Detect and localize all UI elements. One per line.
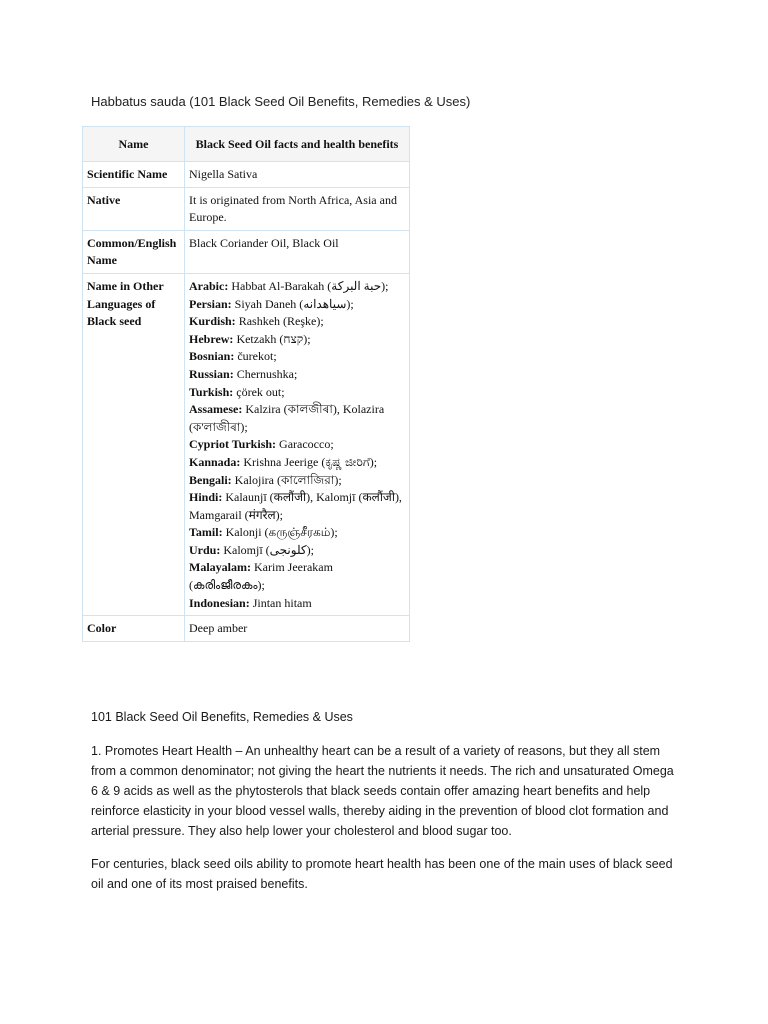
row-label: Name in Other Languages of Black seed bbox=[83, 273, 185, 615]
language-name: çörek out; bbox=[236, 384, 285, 399]
language-entry bbox=[189, 348, 405, 366]
table-row bbox=[83, 162, 410, 188]
language-entry bbox=[189, 313, 405, 331]
language-label: Russian: bbox=[189, 366, 234, 381]
language-label: Cypriot Turkish: bbox=[189, 437, 277, 452]
language-label: Arabic: bbox=[189, 278, 229, 293]
language-label: Hindi: bbox=[189, 490, 223, 505]
header-value: Black Seed Oil facts and health benefits bbox=[185, 127, 410, 162]
section-title: 101 Black Seed Oil Benefits, Remedies & Uses bbox=[91, 710, 353, 724]
paragraph: 1. Promotes Heart Health – An unhealthy heart can be a result of a variety of reasons, but they all stem from a common denominator; not giving the heart the nutrients it needs. The rich and unsaturated Omega 6 & 9 acids as well as the phytosterols that black seeds contain offer amazing heart benefits and help reinforce elasticity in your blood vessel walls, thereby aiding in the prevention of blood clot formation and arterial pressure. They also help lower your cholesterol and blood sugar too. bbox=[91, 744, 674, 838]
row-label: Color bbox=[83, 616, 185, 642]
language-entry bbox=[189, 542, 405, 560]
language-entry bbox=[189, 366, 405, 384]
paragraph: For centuries, black seed oils ability to promote heart health has been one of the main uses of black seed oil and one of its most praised benefits. bbox=[91, 857, 673, 891]
language-name: Kalaunjī (कलौंजी), Kalomjī (कलौंजी), Mamgarail (मंगरैल); bbox=[189, 490, 402, 522]
language-entry bbox=[189, 559, 405, 594]
row-value: Black Coriander Oil, Black Oil bbox=[185, 230, 410, 273]
language-label: Turkish: bbox=[189, 384, 234, 399]
row-value: Nigella Sativa bbox=[185, 162, 410, 188]
row-value: It is originated from North Africa, Asia and Europe. bbox=[185, 187, 410, 230]
language-name: Karim Jeerakam (കരിംജീരകം); bbox=[189, 560, 333, 593]
row-label: Native bbox=[83, 187, 185, 230]
language-label: Tamil: bbox=[189, 525, 223, 540]
language-name: Kalonji (கருஞ்சீரகம்); bbox=[225, 525, 338, 540]
language-name: Kalzira (কালজীৰা), Kolazira (ক'লাজীৰা); bbox=[189, 402, 385, 434]
language-name: Siyah Daneh (سیاهدانه); bbox=[234, 296, 354, 311]
language-name: Ketzakh (קצח); bbox=[236, 331, 311, 346]
language-label: Persian: bbox=[189, 296, 232, 311]
language-name: Kalomjī (کلونجی); bbox=[223, 542, 314, 557]
language-label: Indonesian: bbox=[189, 595, 250, 610]
table-row bbox=[83, 273, 410, 615]
language-entry bbox=[189, 278, 405, 296]
languages-cell bbox=[185, 273, 410, 615]
language-label: Hebrew: bbox=[189, 331, 234, 346]
language-name: čurekot; bbox=[237, 349, 277, 364]
language-name: Krishna Jeerige (ಕೃಷ್ಣ ಜೀರಿಗೆ); bbox=[243, 454, 378, 469]
language-entry bbox=[189, 401, 405, 436]
language-entry bbox=[189, 472, 405, 490]
language-entry bbox=[189, 436, 405, 454]
row-value: Deep amber bbox=[185, 616, 410, 642]
language-name: Habbat Al-Barakah (حبة البركة); bbox=[231, 278, 389, 293]
language-label: Kurdish: bbox=[189, 314, 236, 329]
table-header-row bbox=[83, 127, 410, 162]
table-row bbox=[83, 616, 410, 642]
row-label: Scientific Name bbox=[83, 162, 185, 188]
language-label: Malayalam: bbox=[189, 560, 251, 575]
facts-table bbox=[82, 126, 410, 642]
language-name: Rashkeh (Reşke); bbox=[238, 314, 324, 329]
row-label: Common/English Name bbox=[83, 230, 185, 273]
table-row bbox=[83, 187, 410, 230]
language-name: Jintan hitam bbox=[252, 595, 312, 610]
language-label: Bengali: bbox=[189, 472, 232, 487]
language-entry bbox=[189, 489, 405, 524]
language-label: Bosnian: bbox=[189, 349, 235, 364]
language-label: Urdu: bbox=[189, 542, 221, 557]
language-label: Assamese: bbox=[189, 402, 243, 417]
language-entry bbox=[189, 454, 405, 472]
language-name: Kalojira (কালোজিরা); bbox=[234, 472, 342, 487]
language-entry bbox=[189, 296, 405, 314]
language-name: Garacocco; bbox=[279, 437, 334, 452]
language-label: Kannada: bbox=[189, 454, 241, 469]
language-entry bbox=[189, 595, 405, 613]
table-row bbox=[83, 230, 410, 273]
header-name: Name bbox=[83, 127, 185, 162]
document-title: Habbatus sauda (101 Black Seed Oil Benefits, Remedies & Uses) bbox=[91, 94, 471, 109]
language-name: Chernushka; bbox=[236, 366, 298, 381]
language-entry bbox=[189, 331, 405, 349]
language-entry bbox=[189, 524, 405, 542]
language-entry bbox=[189, 384, 405, 402]
